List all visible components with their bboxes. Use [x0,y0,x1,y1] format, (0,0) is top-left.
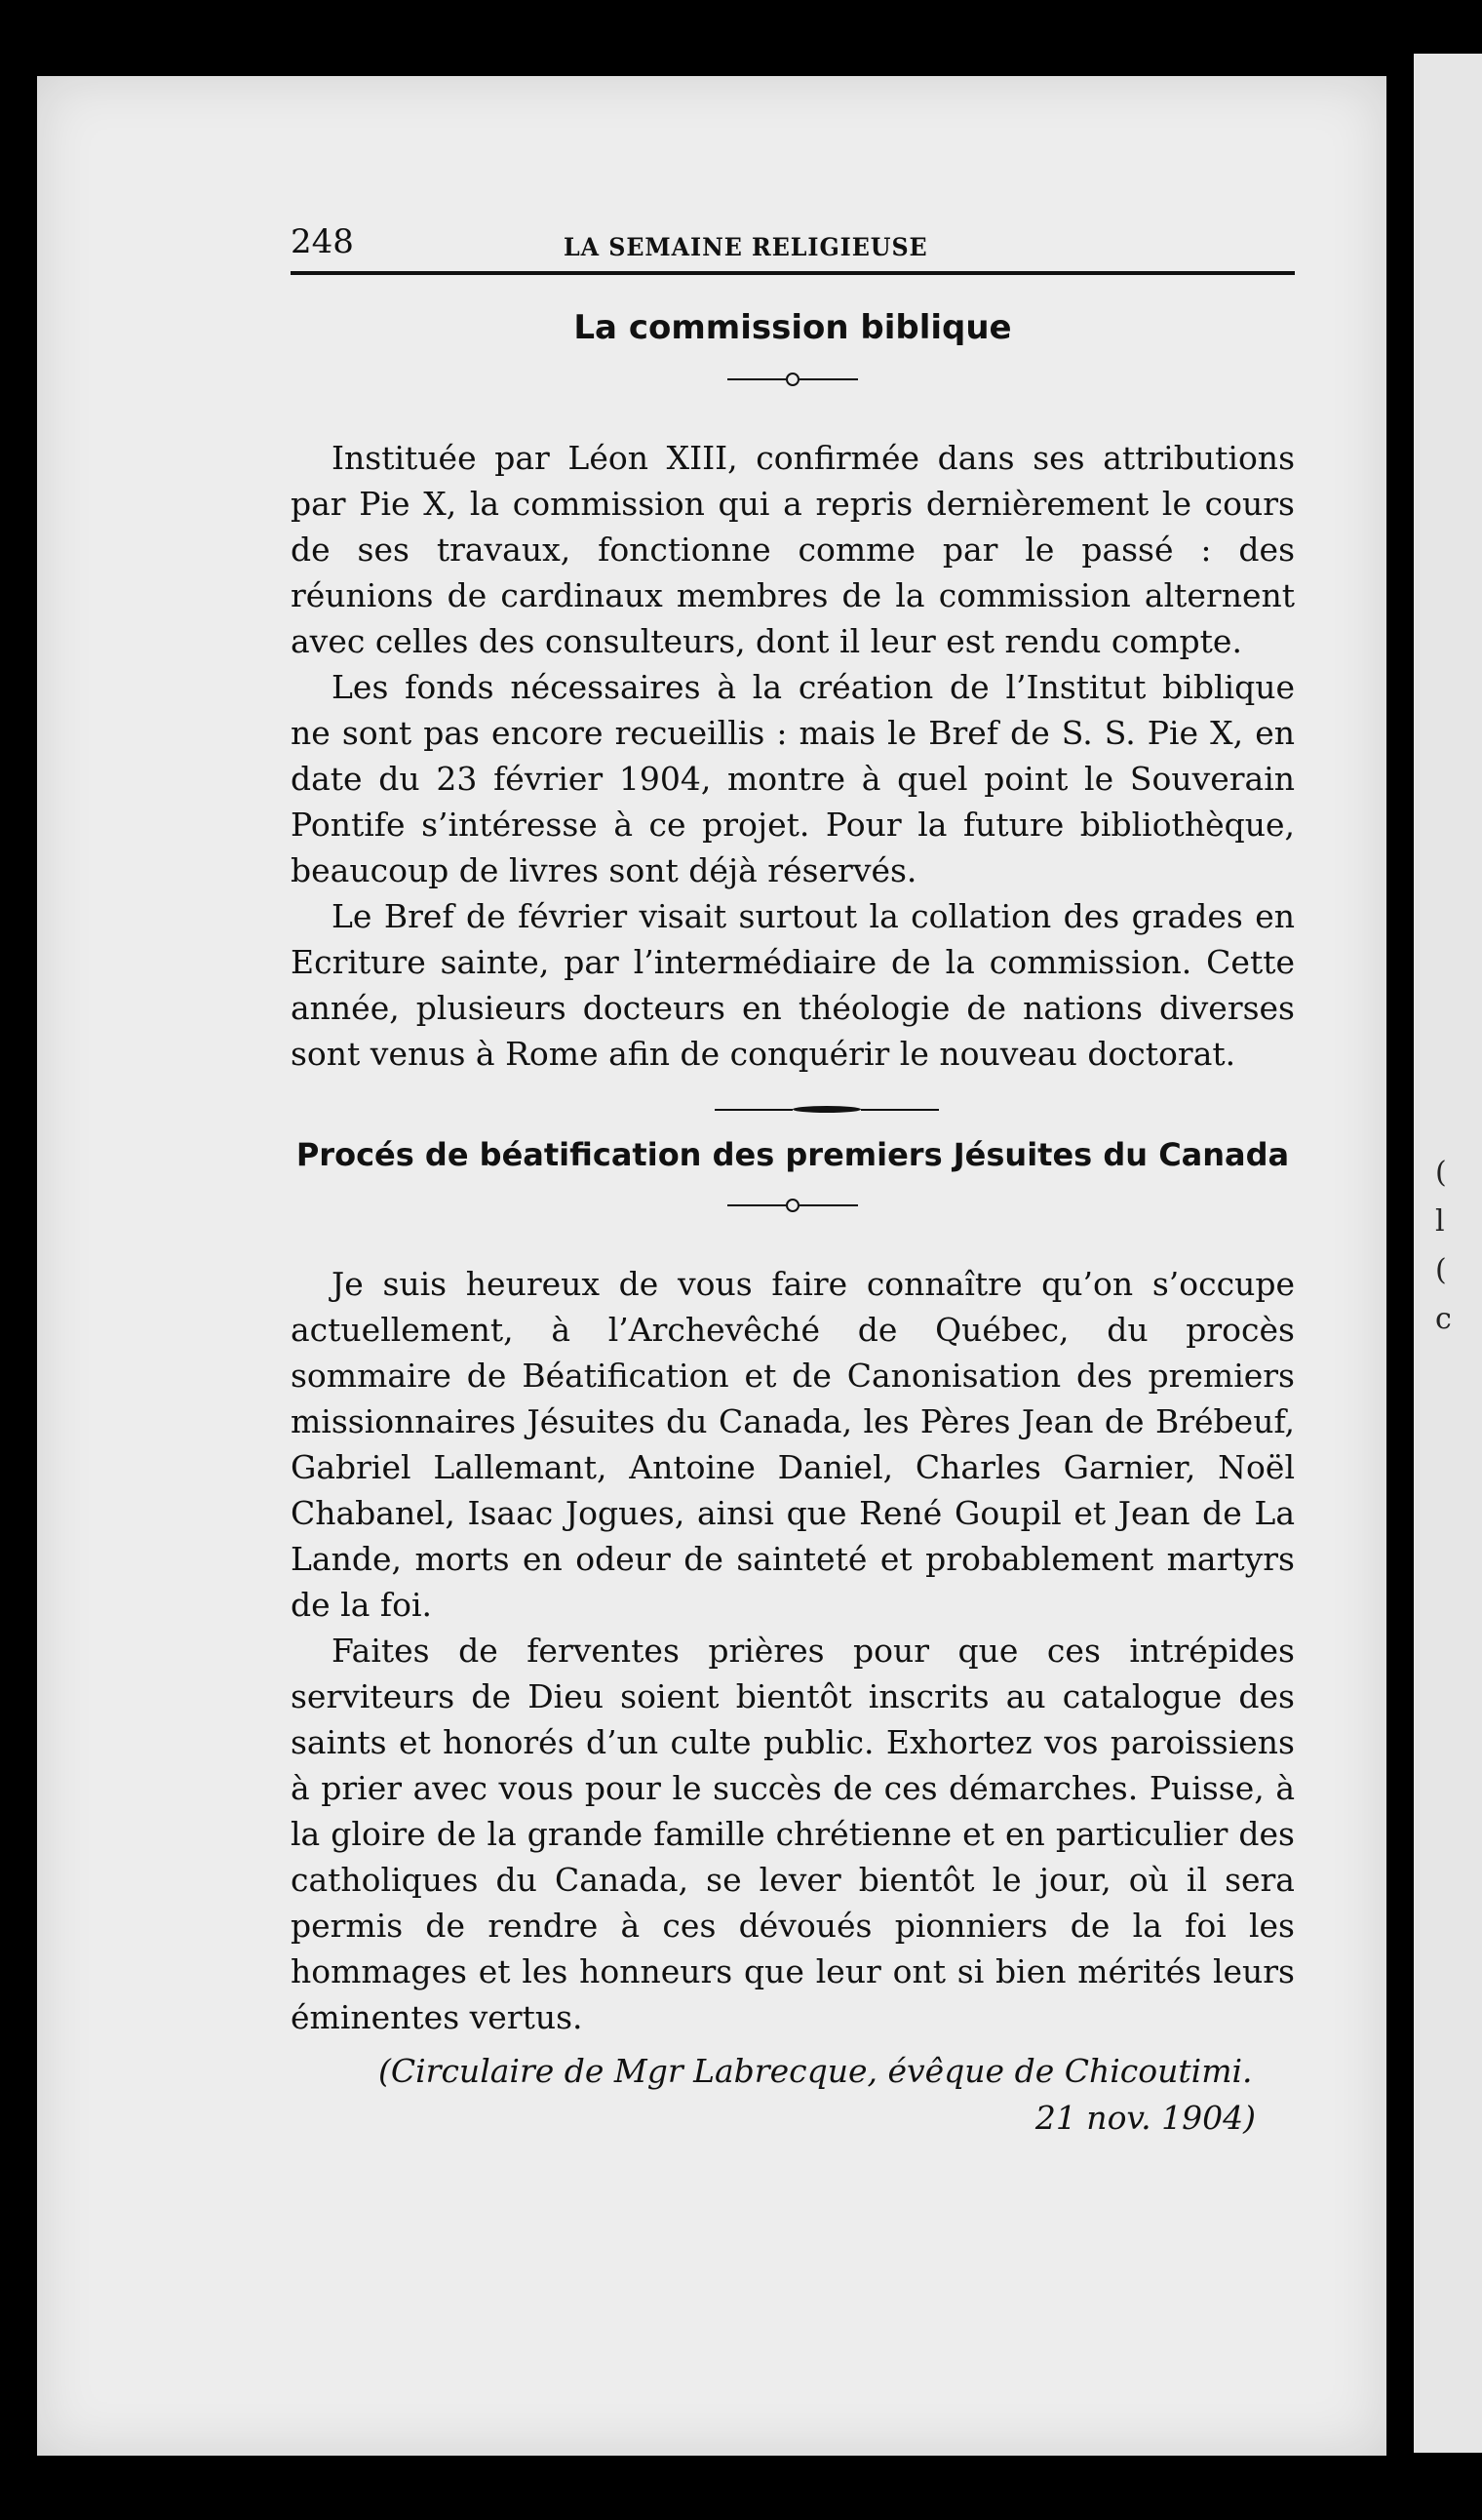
divider-ring [786,1199,800,1212]
page-content [291,222,1295,2142]
running-head [291,222,1295,275]
section-commission-biblique [291,308,1295,1077]
divider-ring [786,373,800,386]
divider-line [800,378,858,380]
ornament-line [861,1109,939,1111]
ornament-line [715,1109,793,1111]
adjacent-page-fragment: ( [1435,1156,1447,1190]
divider-line [800,1204,858,1206]
ornamental-rule [359,1106,1295,1113]
page-number: 248 [291,222,354,261]
scanned-page [37,76,1386,2456]
section-divider [291,373,1295,386]
section-beatification [291,1136,1295,2142]
divider-line [727,1204,786,1206]
paragraph: Les fonds nécessaires à la création de l’Institut biblique ne sont pas encore recueillis : mais le Bref de S. S. Pie X, en date du 23 février 1904, montre à quel point le Souverain Pontife s’intéresse à ce projet. Pour la future bibliothèque, beaucoup de livres sont déjà réservés. [291,668,1295,889]
divider-line [727,378,786,380]
ornament-center [793,1106,861,1113]
paragraph: Le Bref de février visait surtout la collation des grades en Ecriture sainte, par l’intermédiaire de la commission. Cette année, plusieurs docteurs en théologie de nations diverses sont venus à Rome afin de conquérir le nouveau doctorat. [291,897,1295,1073]
signature-line: (Circulaire de Mgr Labrecque, évêque de Chicoutimi. [378,2052,1253,2090]
section-heading: Procés de béatification des premiers Jésuites du Canada [295,1136,1290,1173]
paragraph: Instituée par Léon XIII, confirmée dans ses attributions par Pie X, la commission qui a repris dernièrement le cours de ses travaux, fonctionne comme par le passé : des réunions de cardinaux membres de la commission alternent avec celles des consulteurs, dont il leur est rendu compte. [291,439,1295,660]
adjacent-page-edge [1414,54,1482,2453]
adjacent-page-fragment: c [1435,1302,1452,1336]
paragraph: Faites de ferventes prières pour que ces intrépides serviteurs de Dieu soient bientôt inscrits au catalogue des saints et honorés d’un culte public. Exhortez vos paroissiens à prier avec vous pour le succès de ces démarches. Puisse, à la gloire de la grande famille chrétienne et en particulier des catholiques du Canada, se lever bientôt le jour, où il sera permis de rendre à ces dévoués pionniers de la foi les hommages et les honneurs que leur ont si bien mérités leurs éminentes vertus. [291,1632,1295,2036]
section-divider [291,1199,1295,1212]
signature [291,2048,1295,2142]
paragraph: Je suis heureux de vous faire connaître qu’on s’occupe actuellement, à l’Archevêché de Québec, du procès sommaire de Béatification et de Canonisation des premiers missionnaires Jésuites du Canada, les Pères Jean de Brébeuf, Gabriel Lallemant, Antoine Daniel, Charles Garnier, Noël Chabanel, Isaac Jogues, ainsi que René Goupil et Jean de La Lande, morts en odeur de sainteté et probablement martyrs de la foi. [291,1265,1295,1624]
section-heading: La commission biblique [573,308,1012,347]
adjacent-page-fragment: l [1435,1204,1445,1239]
running-title: LA SEMAINE RELIGIEUSE [564,233,928,261]
adjacent-page-fragment: ( [1435,1253,1447,1287]
signature-date: 21 nov. 1904) [1034,2099,1256,2137]
